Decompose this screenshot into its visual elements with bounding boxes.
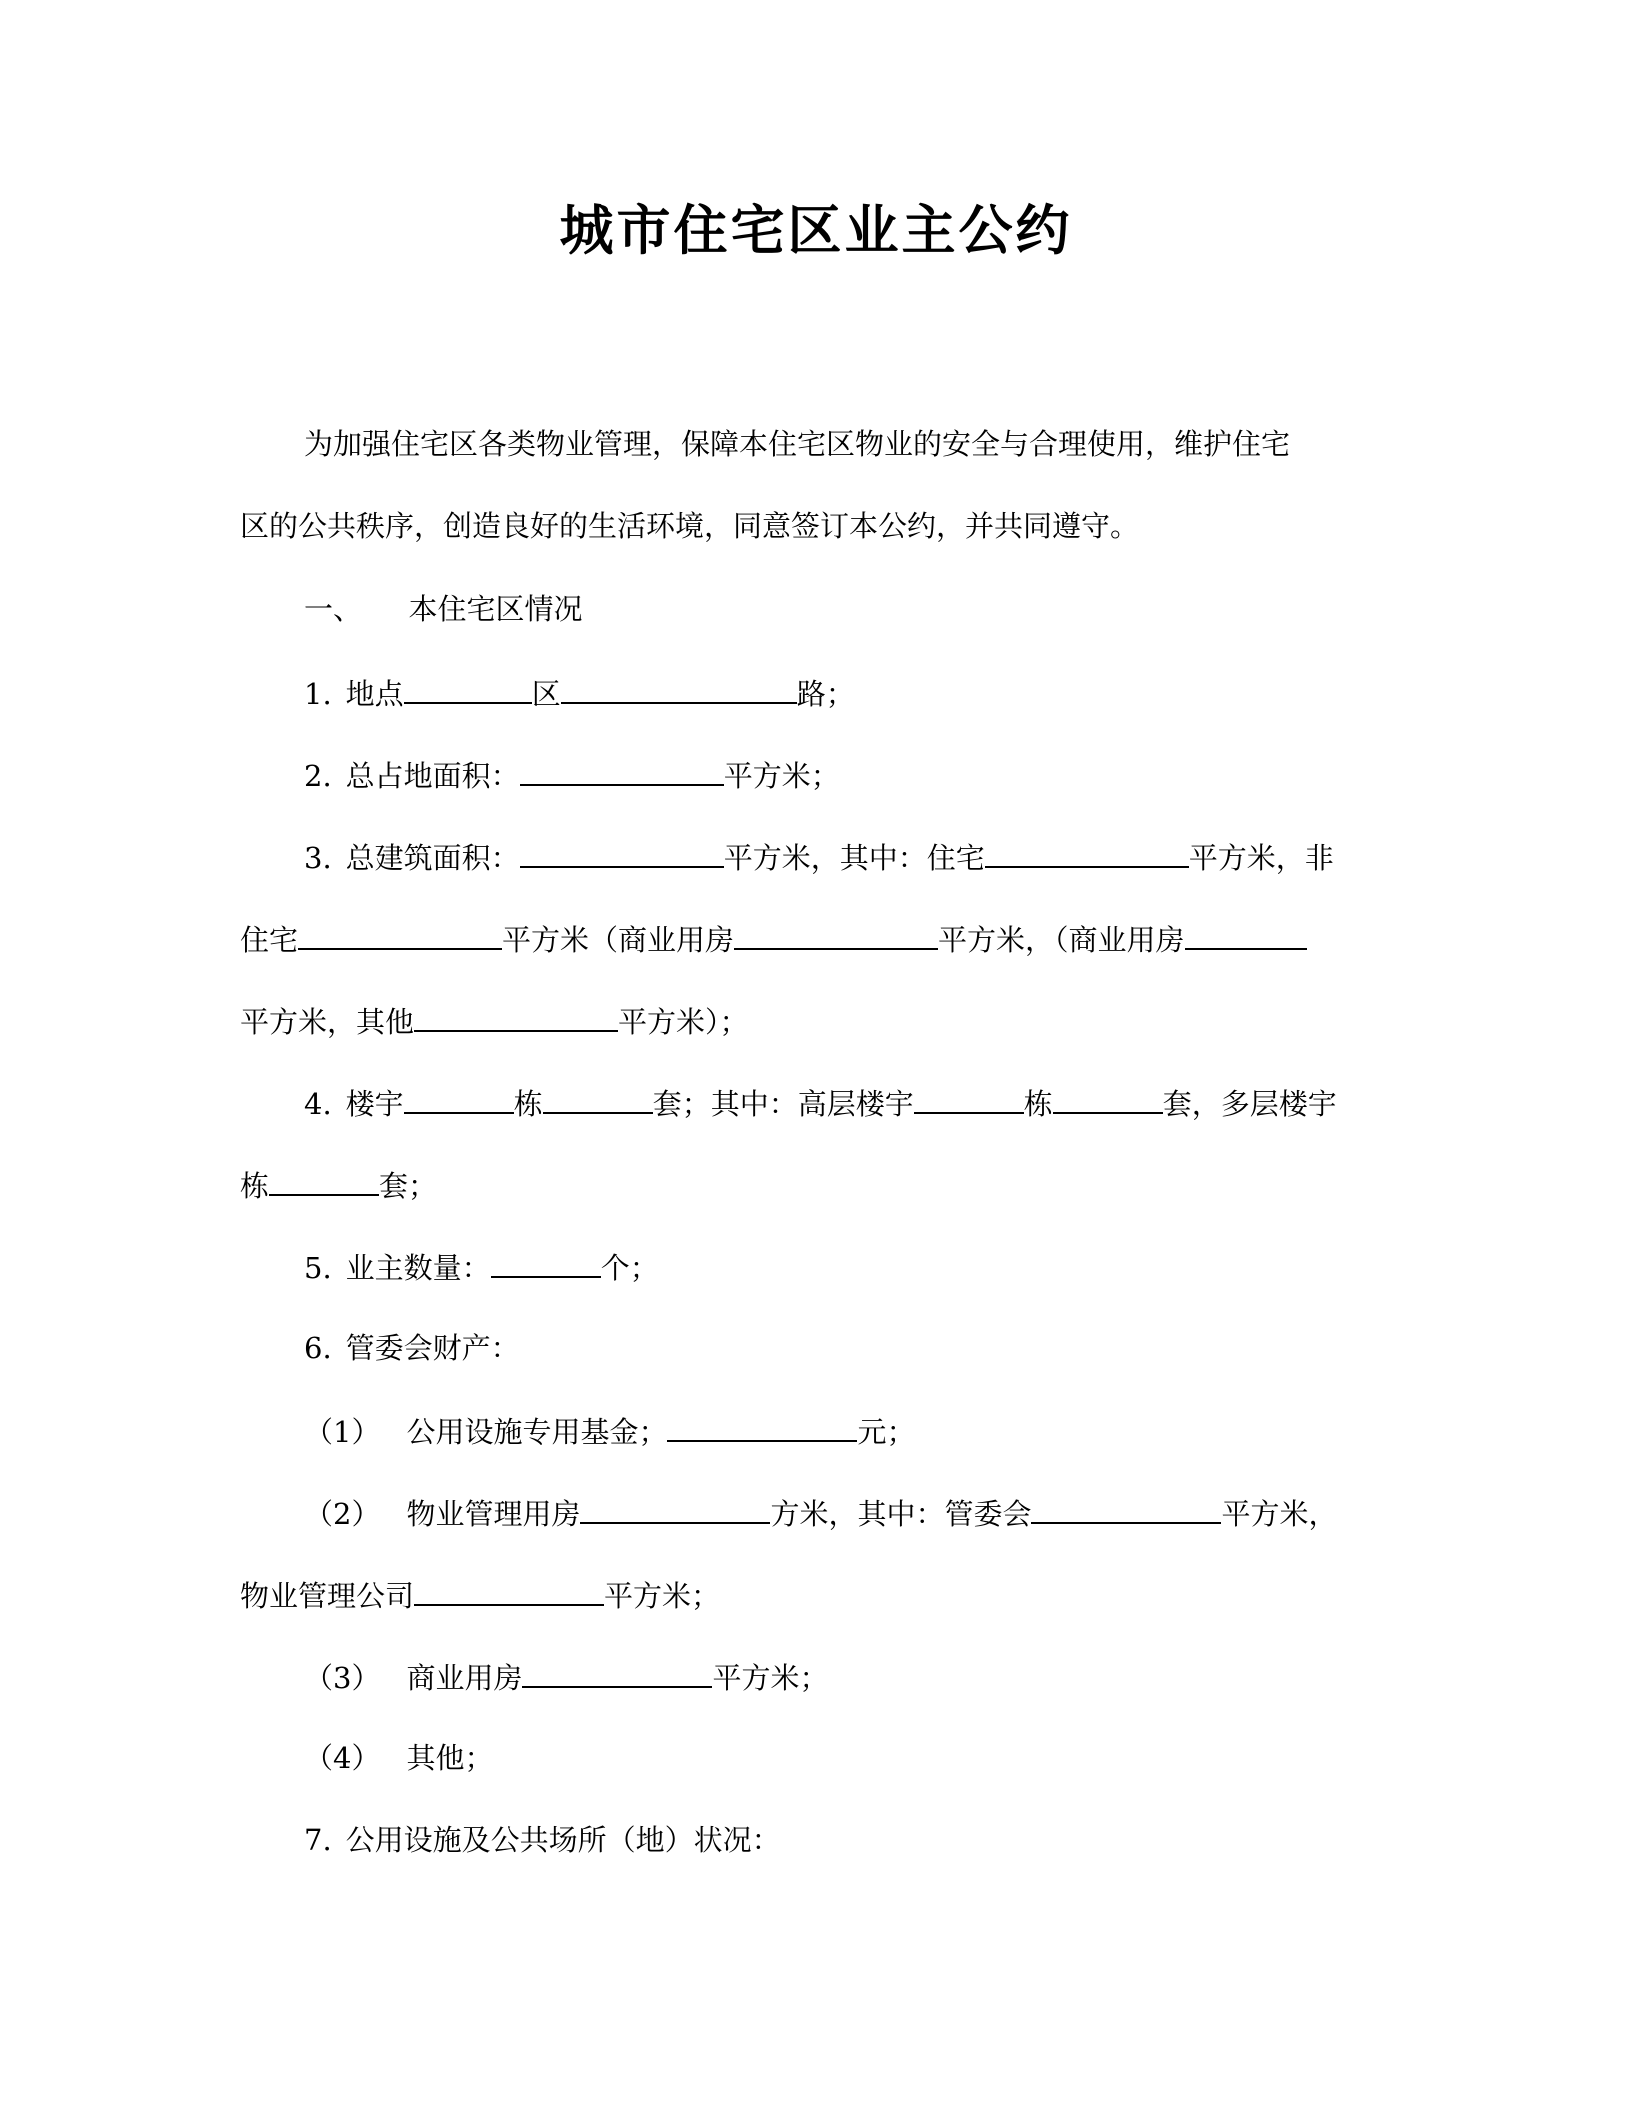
item-text: 商业用房	[406, 1661, 523, 1695]
item-text: 总建筑面积：	[345, 841, 520, 875]
sub-item-1	[304, 1410, 915, 1452]
item-text: 套；其中：高层楼宇	[652, 1087, 914, 1121]
item-3-line-3	[240, 1000, 749, 1042]
blank-field[interactable]	[985, 836, 1189, 868]
item-text: 个；	[600, 1251, 659, 1285]
blank-field[interactable]	[734, 918, 938, 950]
item-number: 3.	[304, 841, 332, 875]
blank-field[interactable]	[404, 672, 532, 704]
item-5	[304, 1246, 659, 1288]
document-title: 城市住宅区业主公约	[559, 199, 1073, 262]
blank-field[interactable]	[1185, 918, 1307, 950]
item-text: 平方米）；	[618, 1005, 749, 1039]
blank-field[interactable]	[543, 1082, 653, 1114]
sub-item-3	[304, 1656, 828, 1698]
blank-field[interactable]	[414, 1000, 618, 1032]
intro-line-1: 为加强住宅区各类物业管理，保障本住宅区物业的安全与合理使用，维护住宅	[304, 427, 1291, 461]
item-text: 平方米，	[1221, 1497, 1338, 1531]
item-text: 总占地面积：	[345, 759, 520, 793]
item-6	[304, 1328, 520, 1368]
item-text: 方米，其中：管委会	[770, 1497, 1032, 1531]
item-2	[304, 754, 840, 796]
item-text: 套，多层楼宇	[1162, 1087, 1337, 1121]
section-number: 一、	[304, 592, 363, 626]
section-title: 本住宅区情况	[408, 592, 583, 626]
item-number: 7.	[304, 1823, 332, 1857]
item-text: 区	[531, 677, 561, 711]
blank-field[interactable]	[1031, 1492, 1221, 1524]
item-text: 平方米，其他	[240, 1005, 415, 1039]
item-text: 楼宇	[345, 1087, 404, 1121]
blank-field[interactable]	[1053, 1082, 1163, 1114]
sub-item-number: （1）	[304, 1415, 381, 1449]
item-1	[304, 672, 855, 714]
blank-field[interactable]	[580, 1492, 770, 1524]
section-heading	[304, 589, 582, 629]
blank-field[interactable]	[522, 1656, 712, 1688]
blank-field[interactable]	[269, 1164, 379, 1196]
item-text: 其他；	[406, 1741, 494, 1775]
item-number: 2.	[304, 759, 332, 793]
item-text: 管委会财产：	[345, 1331, 520, 1365]
blank-field[interactable]	[914, 1082, 1024, 1114]
item-3-line-1	[304, 836, 1334, 878]
sub-item-4	[304, 1738, 493, 1778]
blank-field[interactable]	[491, 1246, 601, 1278]
blank-field[interactable]	[404, 1082, 514, 1114]
item-text: 平方米，其中：住宅	[723, 841, 985, 875]
sub-item-2-line-2	[240, 1574, 720, 1616]
item-text: 栋	[1023, 1087, 1053, 1121]
item-text: 住宅	[240, 923, 299, 957]
item-text: 平方米，（商业用房	[938, 923, 1185, 957]
item-number: 1.	[304, 677, 332, 711]
item-text: 平方米；	[723, 759, 840, 793]
blank-field[interactable]	[298, 918, 502, 950]
item-4-line-2	[240, 1164, 437, 1206]
item-7	[304, 1820, 781, 1860]
item-3-line-2	[240, 918, 1307, 960]
item-text: 栋	[513, 1087, 543, 1121]
blank-field[interactable]	[520, 754, 724, 786]
item-text: 平方米；	[712, 1661, 829, 1695]
item-text: 地点	[345, 677, 404, 711]
sub-item-number: （4）	[304, 1741, 381, 1775]
item-4-line-1	[304, 1082, 1337, 1124]
item-text: 套；	[379, 1169, 438, 1203]
item-text: 物业管理用房	[406, 1497, 581, 1531]
sub-item-number: （2）	[304, 1497, 381, 1531]
blank-field[interactable]	[520, 836, 724, 868]
item-text: 元；	[857, 1415, 916, 1449]
item-text: 路；	[796, 677, 855, 711]
blank-field[interactable]	[561, 672, 797, 704]
sub-item-number: （3）	[304, 1661, 381, 1695]
item-number: 6.	[304, 1331, 332, 1365]
item-number: 4.	[304, 1087, 332, 1121]
item-text: 物业管理公司	[240, 1579, 415, 1613]
item-text: 公用设施及公共场所（地）状况：	[345, 1823, 781, 1857]
item-text: 栋	[240, 1169, 270, 1203]
item-text: 平方米，非	[1188, 841, 1334, 875]
item-text: 公用设施专用基金；	[406, 1415, 668, 1449]
item-text: 业主数量：	[345, 1251, 491, 1285]
intro-line-2: 区的公共秩序，创造良好的生活环境，同意签订本公约，并共同遵守。	[240, 509, 1140, 543]
sub-item-2-line-1	[304, 1492, 1338, 1534]
item-text: 平方米（商业用房	[502, 923, 735, 957]
blank-field[interactable]	[667, 1410, 857, 1442]
item-text: 平方米；	[604, 1579, 721, 1613]
blank-field[interactable]	[414, 1574, 604, 1606]
item-number: 5.	[304, 1251, 332, 1285]
